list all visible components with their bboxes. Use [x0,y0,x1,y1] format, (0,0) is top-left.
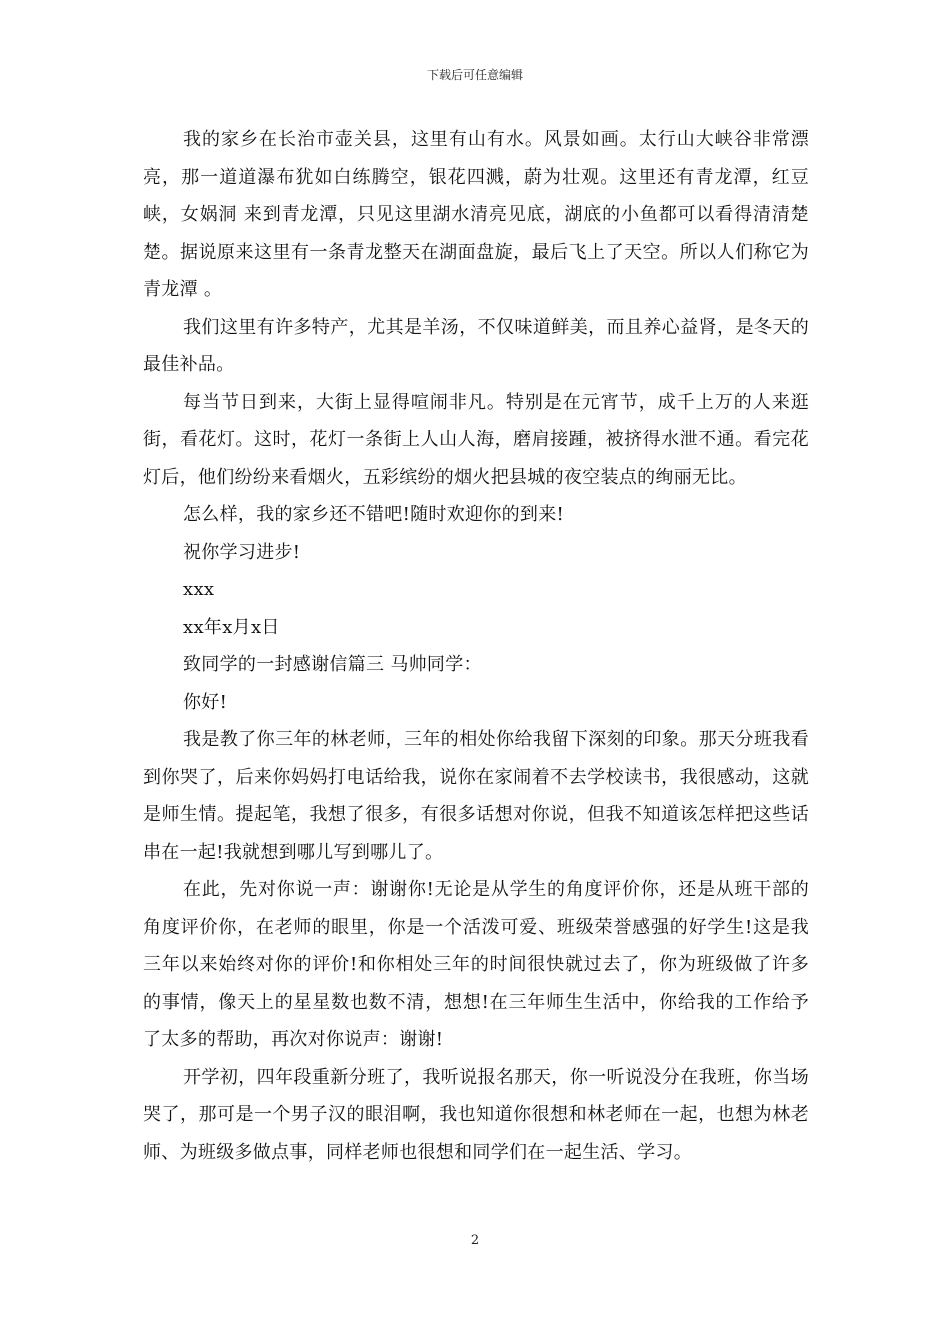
paragraph-wish: 祝你学习进步! [183,541,301,563]
paragraph-introduction: 我是教了你三年的林老师，三年的相处你给我留下深刻的印象。那天分班我看到你哭了，后来你妈妈打电话给我，说你在家闹着不去学校读书，我很感动，这就是师生情。提起笔，我想了很多，有很多话想对你说，但我不知道该怎样把这些话串在一起!我就想到哪儿写到哪儿了。 [143,729,809,863]
paragraph-specialties: 我们这里有许多特产，尤其是羊汤，不仅味道鲜美，而且养心益肾，是冬天的最佳补品。 [143,316,809,375]
letter-heading: 致同学的一封感谢信篇三 马帅同学： [183,654,482,675]
signature-date: xx年x月x日 [183,616,280,638]
paragraph-festival: 每当节日到来，大街上显得喧闹非凡。特别是在元宵节，成千上万的人来逛街，看花灯。这时，花灯一条街上人山人海，磨肩接踵，被挤得水泄不通。看完花灯后，他们纷纷来看烟火，五彩缤纷的烟火把县城的夜空装点的绚丽无比。 [143,391,809,488]
paragraph-welcome: 怎么样，我的家乡还不错吧!随时欢迎你的到来! [183,504,565,525]
document-body [143,121,809,1171]
page-header: 下载后可任意编辑 [426,68,523,82]
paragraph-thanks: 在此，先对你说一声：谢谢你!无论是从学生的角度评价你，还是从班干部的角度评价你，在老师的眼里，你是一个活泼可爱、班级荣誉感强的好学生!这是我三年以来始终对你的评价!和你相处三年的时间很快就过去了，你为班级做了许多的事情，像天上的星星数也数不清，想想!在三年师生生活中，你给我的工作给予了太多的帮助，再次对你说声：谢谢! [143,879,809,1050]
paragraph-hometown: 我的家乡在长治市壶关县，这里有山有水。风景如画。太行山大峡谷非常漂亮，那一道道瀑布犹如白练腾空，银花四溅，蔚为壮观。这里还有青龙潭，红豆峡，女娲洞 来到青龙潭，只见这里湖水清亮见底，湖底的小鱼都可以看得清清楚楚。据说原来这里有一条青龙整天在湖面盘旋，最后飞上了天空。所以人们称它为 青龙潭 。 [143,129,809,300]
greeting: 你好! [183,691,228,713]
page-number: 2 [470,1233,480,1248]
paragraph-class-split: 开学初，四年段重新分班了，我听说报名那天，你一听说没分在我班，你当场哭了，那可是一个男子汉的眼泪啊，我也知道你很想和林老师在一起，也想为林老师、为班级多做点事，同样老师也很想和同学们在一起生活、学习。 [143,1066,809,1163]
signature-name: xxx [183,579,215,600]
